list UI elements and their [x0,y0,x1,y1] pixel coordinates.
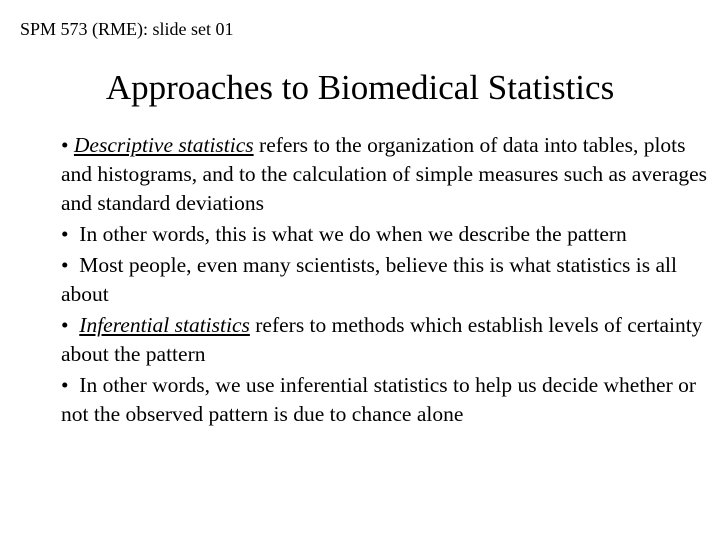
bullet-item [61,220,711,249]
slide-body [61,131,711,431]
bullet-item [61,131,711,218]
bullet-item [61,371,711,429]
bullet-text: refers to methods which establish levels of certainty about the pattern [61,313,703,366]
bullet-marker: • [61,253,69,277]
bullet-item [61,311,711,369]
bullet-text: Most people, even many scientists, believe this is what statistics is all about [61,253,678,306]
term-inferential-statistics: Inferential statistics [79,313,250,337]
slide-header: SPM 573 (RME): slide set 01 [20,19,234,39]
bullet-marker: • [61,133,69,157]
term-descriptive-statistics: Descriptive statistics [73,133,254,157]
bullet-marker: • [61,222,69,246]
bullet-marker: • [61,313,69,337]
bullet-text: refers to the organization of data into tables, plots and histograms, and to the calculation of simple measures such as averages and standard deviations [61,133,707,215]
bullet-text: In other words, we use inferential statistics to help us decide whether or not the observed pattern is due to chance alone [61,373,697,426]
slide-title: Approaches to Biomedical Statistics [105,68,615,107]
bullet-marker: • [61,373,69,397]
bullet-text: In other words, this is what we do when we describe the pattern [79,222,627,246]
bullet-item [61,251,711,309]
